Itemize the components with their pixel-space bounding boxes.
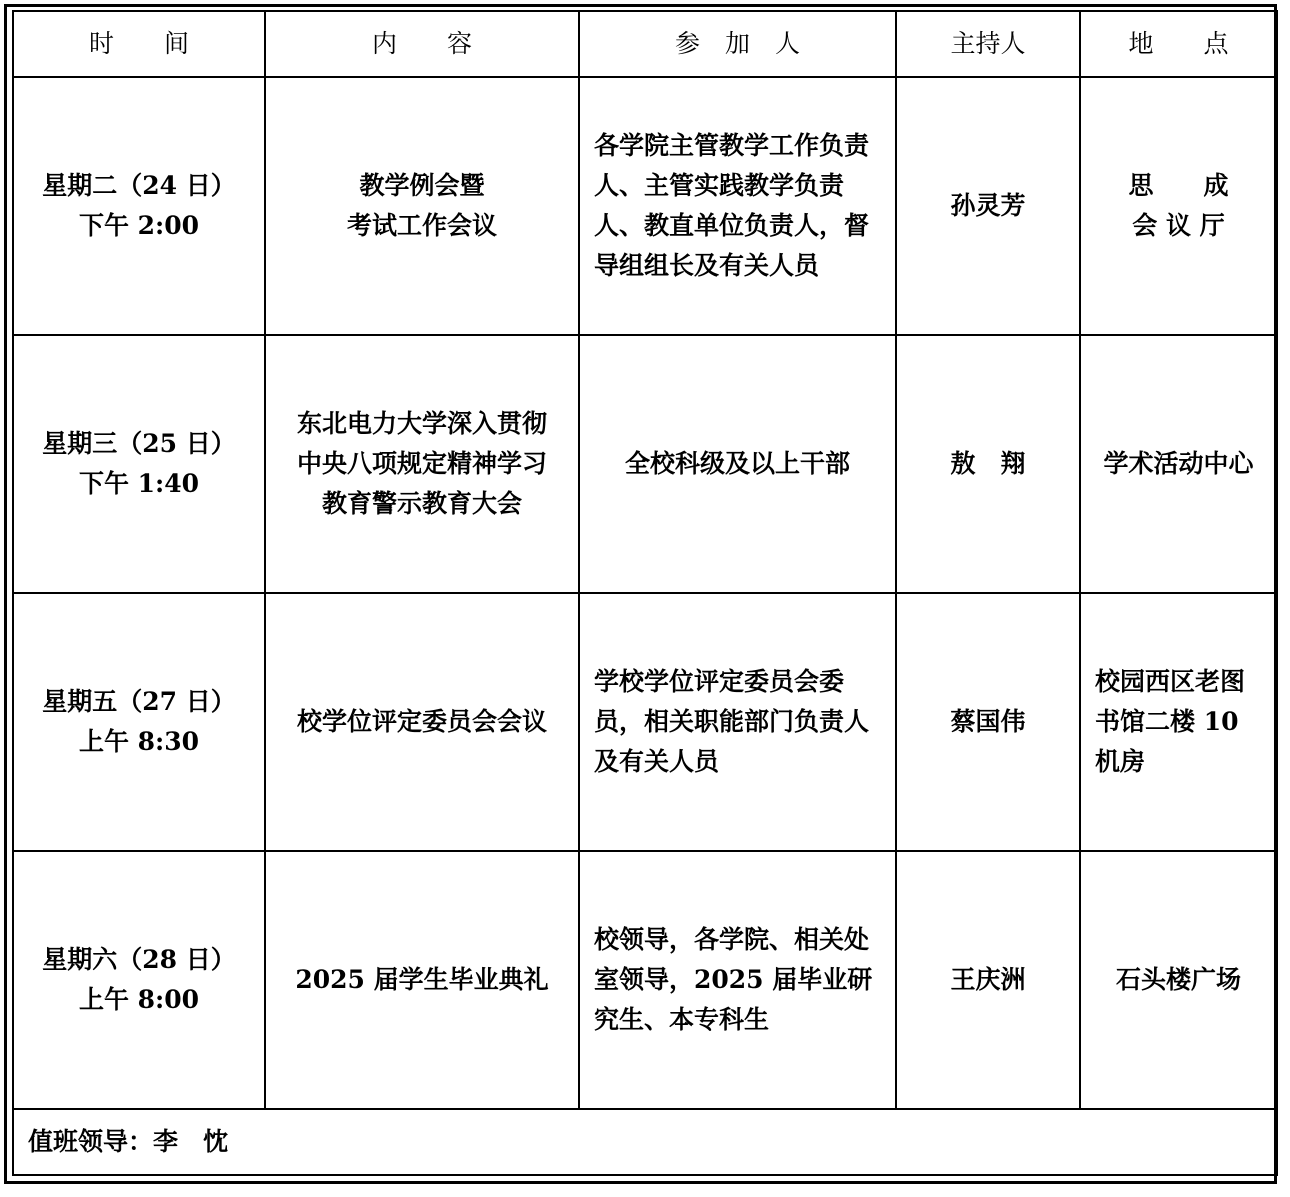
- location-cell: [1080, 593, 1277, 851]
- host-name: 敖 翔: [950, 449, 1026, 478]
- host-cell: [896, 593, 1080, 851]
- content-line1: 教学例会暨: [359, 171, 485, 200]
- header-time: 时 间: [13, 11, 265, 77]
- content-line1: 校学位评定委员会会议: [296, 707, 547, 736]
- participants-cell: [579, 851, 896, 1109]
- host-cell: [896, 77, 1080, 335]
- participants-cell: [579, 335, 896, 593]
- participants-cell: [579, 77, 896, 335]
- time-line1: 星期五（27 日）: [42, 687, 236, 716]
- time-cell: [13, 851, 265, 1109]
- time-cell: [13, 593, 265, 851]
- content-cell: [265, 335, 579, 593]
- time-line1: 星期六（28 日）: [42, 945, 236, 974]
- host-name: 蔡国伟: [950, 707, 1026, 736]
- table-row: [13, 335, 1277, 593]
- table-row: [13, 77, 1277, 335]
- location-cell: [1080, 335, 1277, 593]
- time-line2: 上午 8:00: [78, 985, 200, 1014]
- host-cell: [896, 851, 1080, 1109]
- location-line1: 思 成: [1128, 171, 1229, 200]
- host-name: 王庆洲: [950, 965, 1026, 994]
- participants-cell: [579, 593, 896, 851]
- host-cell: [896, 335, 1080, 593]
- schedule-table: [12, 10, 1278, 1176]
- content-cell: [265, 593, 579, 851]
- time-line2: 上午 8:30: [78, 727, 200, 756]
- content-cell: [265, 77, 579, 335]
- location-line1: 石头楼广场: [1115, 965, 1241, 994]
- participants-text: 全校科级及以上干部: [624, 449, 850, 478]
- location-line1: 学术活动中心: [1103, 449, 1254, 478]
- duty-leader-cell: [13, 1109, 1277, 1175]
- host-name: 孙灵芳: [950, 191, 1026, 220]
- location-line2: 会 议 厅: [1132, 211, 1225, 240]
- table-row: [13, 593, 1277, 851]
- time-cell: [13, 335, 265, 593]
- header-location: 地 点: [1080, 11, 1277, 77]
- header-host: 主持人: [896, 11, 1080, 77]
- content-cell: [265, 851, 579, 1109]
- participants-text: 各学院主管教学工作负责人、主管实践教学负责人、教直单位负责人，督导组组长及有关人员: [594, 131, 870, 280]
- content-line3: 教育警示教育大会: [321, 489, 522, 518]
- location-line1: 校园西区老图书馆二楼 10 机房: [1095, 667, 1246, 776]
- content-line1: 2025 届学生毕业典礼: [295, 965, 549, 994]
- time-cell: [13, 77, 265, 335]
- participants-text: 学校学位评定委员会委员，相关职能部门负责人及有关人员: [594, 667, 870, 776]
- footer-row: [13, 1109, 1277, 1175]
- table-row: [13, 851, 1277, 1109]
- header-participants: 参 加 人: [579, 11, 896, 77]
- time-line1: 星期三（25 日）: [42, 429, 236, 458]
- header-row: [13, 11, 1277, 77]
- participants-text: 校领导，各学院、相关处室领导，2025 届毕业研究生、本专科生: [594, 925, 873, 1034]
- location-cell: [1080, 851, 1277, 1109]
- content-line1: 东北电力大学深入贯彻: [296, 409, 547, 438]
- time-line2: 下午 1:40: [78, 469, 200, 498]
- header-content: 内 容: [265, 11, 579, 77]
- content-line2: 中央八项规定精神学习: [296, 449, 547, 478]
- time-line2: 下午 2:00: [78, 211, 200, 240]
- time-line1: 星期二（24 日）: [42, 171, 236, 200]
- location-cell: [1080, 77, 1277, 335]
- duty-leader: 值班领导：李 忱: [28, 1127, 229, 1156]
- content-line2: 考试工作会议: [346, 211, 497, 240]
